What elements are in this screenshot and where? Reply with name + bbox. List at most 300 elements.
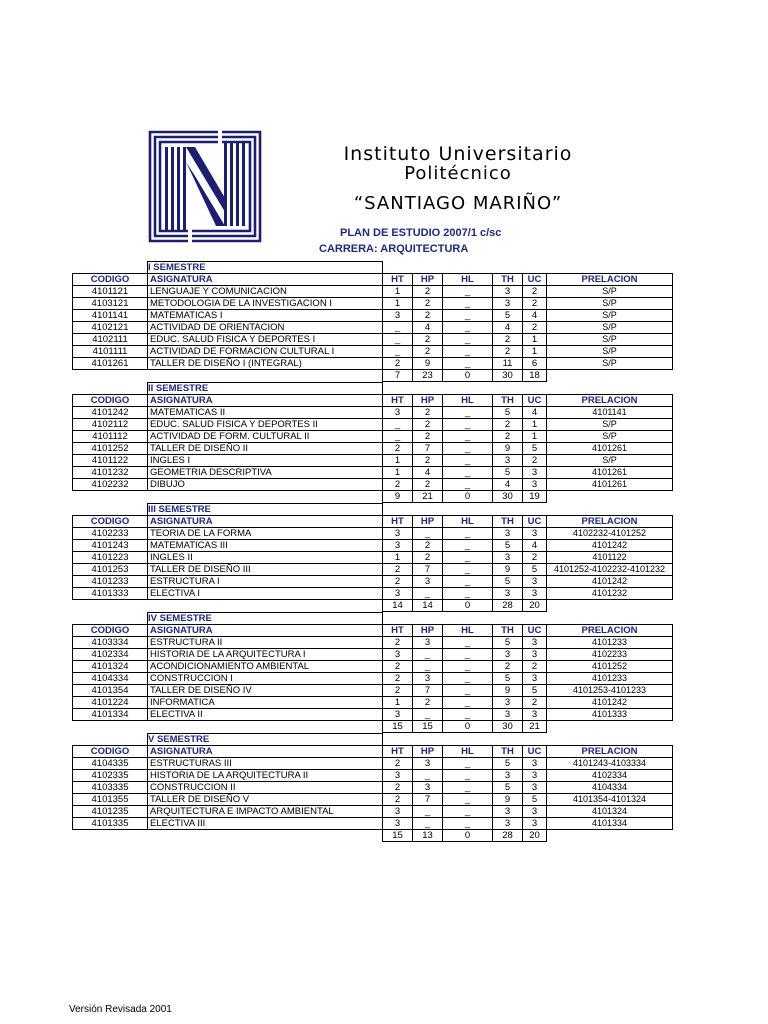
cell-hp: _ xyxy=(413,709,443,721)
cell-ht: 3 xyxy=(383,540,413,552)
cell-hl: _ xyxy=(443,661,493,673)
cell-hp: 3 xyxy=(413,673,443,685)
column-header-ht: HT xyxy=(383,395,413,407)
cell-hl: _ xyxy=(443,637,493,649)
cell-asignatura: HISTORIA DE LA ARQUITECTURA II xyxy=(148,770,383,782)
cell-hp: 2 xyxy=(413,346,443,358)
cell-asignatura: LENGUAJE Y COMUNICACION xyxy=(148,286,383,298)
cell-prelacion: S/P xyxy=(547,419,673,431)
cell-codigo: 4101232 xyxy=(73,467,148,479)
cell-hl: _ xyxy=(443,782,493,794)
cell-hl: _ xyxy=(443,685,493,697)
table-row xyxy=(73,528,673,540)
table-row xyxy=(73,455,673,467)
total-uc: 18 xyxy=(523,370,547,382)
cell-uc: 3 xyxy=(523,467,547,479)
cell-ht: _ xyxy=(383,346,413,358)
total-ht: 9 xyxy=(383,491,413,503)
cell-hl: _ xyxy=(443,286,493,298)
table-row xyxy=(73,358,673,370)
cell-hp: 2 xyxy=(413,419,443,431)
cell-hl: _ xyxy=(443,770,493,782)
cell-asignatura: ESTRUCTURAS III xyxy=(148,758,383,770)
cell-hl: _ xyxy=(443,697,493,709)
column-header-row xyxy=(73,395,673,407)
cell-hl: _ xyxy=(443,673,493,685)
cell-codigo: 4101355 xyxy=(73,794,148,806)
cell-uc: 1 xyxy=(523,419,547,431)
table-row xyxy=(73,661,673,673)
cell-codigo: 4103121 xyxy=(73,298,148,310)
cell-hl: _ xyxy=(443,540,493,552)
cell-ht: 2 xyxy=(383,782,413,794)
cell-prelacion: 4101232 xyxy=(547,588,673,600)
cell-prelacion: 4101122 xyxy=(547,552,673,564)
cell-th: 2 xyxy=(493,334,523,346)
cell-hl: _ xyxy=(443,758,493,770)
cell-hl: _ xyxy=(443,407,493,419)
cell-hp: 4 xyxy=(413,322,443,334)
cell-ht: 3 xyxy=(383,310,413,322)
cell-hl: _ xyxy=(443,709,493,721)
cell-uc: 3 xyxy=(523,758,547,770)
table-row xyxy=(73,637,673,649)
cell-th: 5 xyxy=(493,782,523,794)
cell-ht: 2 xyxy=(383,479,413,491)
table-row xyxy=(73,649,673,661)
cell-codigo: 4102112 xyxy=(73,419,148,431)
semester-table xyxy=(72,612,673,733)
cell-hl: _ xyxy=(443,564,493,576)
cell-hp: 2 xyxy=(413,552,443,564)
cell-asignatura: INFORMATICA xyxy=(148,697,383,709)
cell-codigo: 4101224 xyxy=(73,697,148,709)
column-header-th: TH xyxy=(493,395,523,407)
cell-ht: 2 xyxy=(383,685,413,697)
cell-asignatura: ACTIVIDAD DE FORM. CULTURAL II xyxy=(148,431,383,443)
cell-ht: _ xyxy=(383,334,413,346)
cell-ht: 2 xyxy=(383,443,413,455)
column-header-codigo: CODIGO xyxy=(73,395,148,407)
cell-asignatura: ESTRUCTURA I xyxy=(148,576,383,588)
cell-th: 3 xyxy=(493,528,523,540)
cell-prelacion: 4101141 xyxy=(547,407,673,419)
semester-title: III SEMESTRE xyxy=(148,504,383,516)
total-hl: 0 xyxy=(443,721,493,733)
cell-hl: _ xyxy=(443,419,493,431)
cell-th: 2 xyxy=(493,431,523,443)
cell-codigo: 4103334 xyxy=(73,637,148,649)
column-header-hp: HP xyxy=(413,746,443,758)
cell-hl: _ xyxy=(443,649,493,661)
cell-asignatura: TEORIA DE LA FORMA xyxy=(148,528,383,540)
cell-uc: 3 xyxy=(523,818,547,830)
cell-uc: 3 xyxy=(523,479,547,491)
cell-prelacion: S/P xyxy=(547,286,673,298)
column-header-asignatura: ASIGNATURA xyxy=(148,625,383,637)
cell-asignatura: ELECTIVA III xyxy=(148,818,383,830)
cell-codigo: 4104334 xyxy=(73,673,148,685)
column-header-codigo: CODIGO xyxy=(73,274,148,286)
cell-hl: _ xyxy=(443,479,493,491)
cell-hp: 3 xyxy=(413,782,443,794)
cell-uc: 3 xyxy=(523,528,547,540)
cell-codigo: 4101235 xyxy=(73,806,148,818)
table-row xyxy=(73,709,673,721)
table-row xyxy=(73,552,673,564)
total-th: 28 xyxy=(493,830,523,842)
cell-hp: _ xyxy=(413,818,443,830)
table-row xyxy=(73,286,673,298)
column-header-row xyxy=(73,625,673,637)
cell-th: 3 xyxy=(493,770,523,782)
cell-ht: 3 xyxy=(383,588,413,600)
cell-codigo: 4101141 xyxy=(73,310,148,322)
cell-asignatura: MATEMATICAS III xyxy=(148,540,383,552)
semester-title: I SEMESTRE xyxy=(148,262,383,274)
cell-uc: 4 xyxy=(523,310,547,322)
cell-uc: 5 xyxy=(523,685,547,697)
column-header-hp: HP xyxy=(413,625,443,637)
cell-codigo: 4101112 xyxy=(73,431,148,443)
cell-hp: _ xyxy=(413,649,443,661)
column-header-prelacion: PRELACION xyxy=(547,625,673,637)
table-row xyxy=(73,310,673,322)
cell-hp: 2 xyxy=(413,540,443,552)
cell-hp: 3 xyxy=(413,758,443,770)
cell-uc: 2 xyxy=(523,286,547,298)
cell-prelacion: S/P xyxy=(547,431,673,443)
column-header-prelacion: PRELACION xyxy=(547,395,673,407)
column-header-hp: HP xyxy=(413,395,443,407)
cell-uc: 5 xyxy=(523,564,547,576)
revision-note: Versión Revisada 2001 xyxy=(69,1004,172,1015)
semester-table xyxy=(72,733,673,842)
cell-prelacion: S/P xyxy=(547,322,673,334)
cell-th: 2 xyxy=(493,661,523,673)
cell-prelacion: S/P xyxy=(547,334,673,346)
cell-uc: 2 xyxy=(523,322,547,334)
cell-asignatura: TALLER DE DISEÑO II xyxy=(148,443,383,455)
cell-asignatura: DIBUJO xyxy=(148,479,383,491)
cell-th: 2 xyxy=(493,419,523,431)
cell-th: 5 xyxy=(493,758,523,770)
table-row xyxy=(73,298,673,310)
cell-hl: _ xyxy=(443,455,493,467)
cell-th: 3 xyxy=(493,298,523,310)
cell-hp: _ xyxy=(413,661,443,673)
cell-codigo: 4101334 xyxy=(73,709,148,721)
cell-asignatura: ELECTIVA II xyxy=(148,709,383,721)
table-row xyxy=(73,770,673,782)
cell-asignatura: ACTIVIDAD DE FORMACION CULTURAL I xyxy=(148,346,383,358)
total-uc: 20 xyxy=(523,830,547,842)
column-header-codigo: CODIGO xyxy=(73,746,148,758)
semester-title: IV SEMESTRE xyxy=(148,613,383,625)
cell-th: 5 xyxy=(493,637,523,649)
column-header-th: TH xyxy=(493,274,523,286)
cell-asignatura: CONSTRUCCION I xyxy=(148,673,383,685)
cell-ht: 1 xyxy=(383,467,413,479)
cell-th: 3 xyxy=(493,806,523,818)
cell-ht: 2 xyxy=(383,637,413,649)
cell-uc: 1 xyxy=(523,346,547,358)
cell-ht: 2 xyxy=(383,576,413,588)
cell-uc: 3 xyxy=(523,709,547,721)
cell-codigo: 4102233 xyxy=(73,528,148,540)
cell-codigo: 4102335 xyxy=(73,770,148,782)
cell-ht: 2 xyxy=(383,358,413,370)
cell-hp: 7 xyxy=(413,685,443,697)
cell-asignatura: ARQUITECTURA E IMPACTO AMBIENTAL xyxy=(148,806,383,818)
cell-hp: 2 xyxy=(413,697,443,709)
column-header-prelacion: PRELACION xyxy=(547,746,673,758)
cell-asignatura: TALLER DE DISEÑO IV xyxy=(148,685,383,697)
cell-asignatura: ESTRUCTURA II xyxy=(148,637,383,649)
table-row xyxy=(73,322,673,334)
table-row xyxy=(73,346,673,358)
total-ht: 14 xyxy=(383,600,413,612)
cell-prelacion: 4101252-4102232-4101232 xyxy=(547,564,673,576)
cell-asignatura: INGLES II xyxy=(148,552,383,564)
column-header-th: TH xyxy=(493,746,523,758)
cell-codigo: 4101333 xyxy=(73,588,148,600)
cell-ht: 2 xyxy=(383,661,413,673)
cell-ht: 2 xyxy=(383,564,413,576)
table-row xyxy=(73,576,673,588)
cell-th: 11 xyxy=(493,358,523,370)
totals-row xyxy=(73,721,673,733)
cell-hl: _ xyxy=(443,346,493,358)
cell-hl: _ xyxy=(443,818,493,830)
cell-codigo: 4104335 xyxy=(73,758,148,770)
column-header-hl: HL xyxy=(443,516,493,528)
table-row xyxy=(73,794,673,806)
cell-hp: _ xyxy=(413,770,443,782)
column-header-row xyxy=(73,516,673,528)
cell-th: 4 xyxy=(493,322,523,334)
cell-asignatura: GEOMETRIA DESCRIPTIVA xyxy=(148,467,383,479)
cell-prelacion: 4101233 xyxy=(547,673,673,685)
table-row xyxy=(73,673,673,685)
cell-th: 5 xyxy=(493,540,523,552)
cell-asignatura: ACONDICIONAMIENTO AMBIENTAL xyxy=(148,661,383,673)
totals-row xyxy=(73,830,673,842)
total-ht: 7 xyxy=(383,370,413,382)
cell-ht: _ xyxy=(383,431,413,443)
totals-row xyxy=(73,370,673,382)
cell-th: 2 xyxy=(493,346,523,358)
total-ht: 15 xyxy=(383,721,413,733)
cell-uc: 3 xyxy=(523,649,547,661)
cell-hl: _ xyxy=(443,794,493,806)
cell-hp: 4 xyxy=(413,467,443,479)
total-th: 28 xyxy=(493,600,523,612)
cell-asignatura: TALLER DE DISEÑO I (INTEGRAL) xyxy=(148,358,383,370)
cell-hp: _ xyxy=(413,528,443,540)
column-header-codigo: CODIGO xyxy=(73,625,148,637)
cell-th: 3 xyxy=(493,588,523,600)
cell-asignatura: ACTIVIDAD DE ORIENTACION xyxy=(148,322,383,334)
column-header-th: TH xyxy=(493,516,523,528)
cell-hl: _ xyxy=(443,322,493,334)
cell-prelacion: 4101261 xyxy=(547,467,673,479)
cell-prelacion: 4101242 xyxy=(547,697,673,709)
cell-th: 9 xyxy=(493,564,523,576)
cell-uc: 2 xyxy=(523,552,547,564)
cell-uc: 2 xyxy=(523,697,547,709)
total-hp: 14 xyxy=(413,600,443,612)
cell-asignatura: MATEMATICAS II xyxy=(148,407,383,419)
cell-prelacion: 4101253-4101233 xyxy=(547,685,673,697)
cell-asignatura: INGLES I xyxy=(148,455,383,467)
cell-hp: 2 xyxy=(413,286,443,298)
table-row xyxy=(73,782,673,794)
cell-th: 3 xyxy=(493,552,523,564)
cell-codigo: 4101335 xyxy=(73,818,148,830)
cell-prelacion: 4102334 xyxy=(547,770,673,782)
cell-ht: 3 xyxy=(383,709,413,721)
totals-row xyxy=(73,600,673,612)
table-row xyxy=(73,467,673,479)
column-header-uc: UC xyxy=(523,746,547,758)
cell-prelacion: S/P xyxy=(547,346,673,358)
cell-hp: 3 xyxy=(413,576,443,588)
cell-prelacion: S/P xyxy=(547,298,673,310)
cell-ht: 3 xyxy=(383,528,413,540)
cell-uc: 2 xyxy=(523,298,547,310)
column-header-codigo: CODIGO xyxy=(73,516,148,528)
career-title: CARRERA: ARQUITECTURA xyxy=(319,243,469,255)
cell-th: 3 xyxy=(493,286,523,298)
table-row xyxy=(73,407,673,419)
table-row xyxy=(73,758,673,770)
cell-hl: _ xyxy=(443,310,493,322)
cell-hp: 2 xyxy=(413,479,443,491)
cell-uc: 3 xyxy=(523,782,547,794)
table-row xyxy=(73,334,673,346)
cell-hl: _ xyxy=(443,552,493,564)
column-header-asignatura: ASIGNATURA xyxy=(148,746,383,758)
column-header-asignatura: ASIGNATURA xyxy=(148,274,383,286)
semester-table xyxy=(72,261,673,382)
total-hp: 15 xyxy=(413,721,443,733)
total-th: 30 xyxy=(493,370,523,382)
column-header-hl: HL xyxy=(443,746,493,758)
cell-codigo: 4101242 xyxy=(73,407,148,419)
table-row xyxy=(73,806,673,818)
cell-prelacion: 4101324 xyxy=(547,806,673,818)
cell-prelacion: 4101233 xyxy=(547,637,673,649)
cell-uc: 4 xyxy=(523,540,547,552)
cell-codigo: 4102334 xyxy=(73,649,148,661)
cell-uc: 6 xyxy=(523,358,547,370)
cell-uc: 1 xyxy=(523,431,547,443)
cell-codigo: 4102121 xyxy=(73,322,148,334)
cell-codigo: 4103335 xyxy=(73,782,148,794)
table-row xyxy=(73,697,673,709)
cell-hp: 2 xyxy=(413,310,443,322)
cell-ht: 3 xyxy=(383,649,413,661)
cell-codigo: 4101233 xyxy=(73,576,148,588)
cell-th: 3 xyxy=(493,697,523,709)
cell-th: 5 xyxy=(493,310,523,322)
cell-hp: _ xyxy=(413,588,443,600)
cell-uc: 3 xyxy=(523,576,547,588)
cell-prelacion: 4101261 xyxy=(547,479,673,491)
cell-codigo: 4101122 xyxy=(73,455,148,467)
column-header-prelacion: PRELACION xyxy=(547,274,673,286)
cell-ht: 3 xyxy=(383,407,413,419)
column-header-hl: HL xyxy=(443,274,493,286)
column-header-ht: HT xyxy=(383,516,413,528)
table-row xyxy=(73,540,673,552)
column-header-hl: HL xyxy=(443,395,493,407)
table-row xyxy=(73,419,673,431)
cell-hl: _ xyxy=(443,431,493,443)
cell-uc: 3 xyxy=(523,673,547,685)
cell-uc: 3 xyxy=(523,588,547,600)
cell-codigo: 4101324 xyxy=(73,661,148,673)
cell-hp: 7 xyxy=(413,564,443,576)
cell-prelacion: 4102232-4101252 xyxy=(547,528,673,540)
column-header-hp: HP xyxy=(413,274,443,286)
column-header-asignatura: ASIGNATURA xyxy=(148,395,383,407)
total-th: 30 xyxy=(493,721,523,733)
table-row xyxy=(73,564,673,576)
cell-prelacion: S/P xyxy=(547,358,673,370)
cell-uc: 4 xyxy=(523,407,547,419)
cell-th: 5 xyxy=(493,576,523,588)
total-th: 30 xyxy=(493,491,523,503)
cell-hl: _ xyxy=(443,576,493,588)
column-header-ht: HT xyxy=(383,274,413,286)
institute-logo-icon xyxy=(148,130,262,243)
cell-hl: _ xyxy=(443,334,493,346)
cell-th: 9 xyxy=(493,443,523,455)
cell-prelacion: 4101334 xyxy=(547,818,673,830)
cell-asignatura: TALLER DE DISEÑO V xyxy=(148,794,383,806)
cell-asignatura: ELECTIVA I xyxy=(148,588,383,600)
column-header-prelacion: PRELACION xyxy=(547,516,673,528)
cell-ht: 3 xyxy=(383,770,413,782)
cell-ht: 1 xyxy=(383,298,413,310)
cell-hl: _ xyxy=(443,467,493,479)
column-header-hl: HL xyxy=(443,625,493,637)
plan-title: PLAN DE ESTUDIO 2007/1 c/sc xyxy=(340,227,502,239)
cell-asignatura: EDUC. SALUD FISICA Y DEPORTES I xyxy=(148,334,383,346)
cell-uc: 3 xyxy=(523,806,547,818)
totals-row xyxy=(73,491,673,503)
cell-hp: _ xyxy=(413,806,443,818)
cell-ht: 3 xyxy=(383,818,413,830)
cell-ht: 3 xyxy=(383,806,413,818)
cell-prelacion: 4101243-4103334 xyxy=(547,758,673,770)
cell-hl: _ xyxy=(443,528,493,540)
cell-prelacion: S/P xyxy=(547,310,673,322)
column-header-ht: HT xyxy=(383,625,413,637)
cell-hl: _ xyxy=(443,806,493,818)
total-uc: 20 xyxy=(523,600,547,612)
column-header-row xyxy=(73,274,673,286)
cell-uc: 3 xyxy=(523,770,547,782)
cell-hl: _ xyxy=(443,298,493,310)
cell-asignatura: EDUC. SALUD FISICA Y DEPORTES II xyxy=(148,419,383,431)
column-header-hp: HP xyxy=(413,516,443,528)
cell-uc: 1 xyxy=(523,334,547,346)
total-hl: 0 xyxy=(443,491,493,503)
table-row xyxy=(73,685,673,697)
